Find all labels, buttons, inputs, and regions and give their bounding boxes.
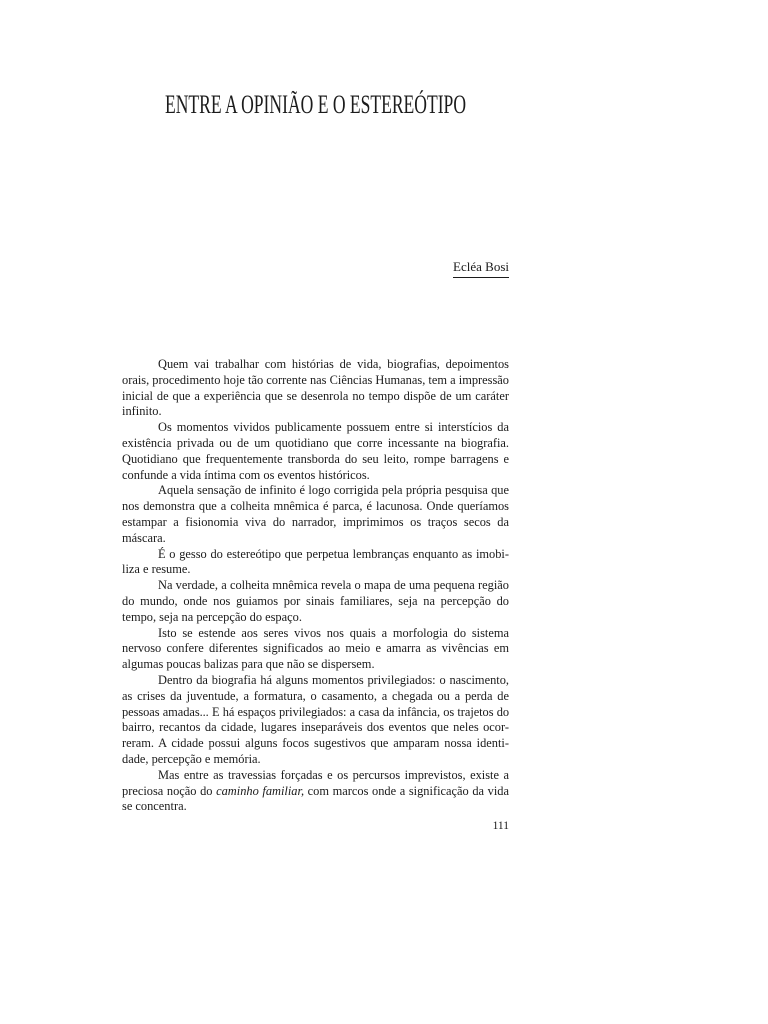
text-line: Na verdade, a colheita mnêmica revela o mapa de uma pequena região <box>158 578 509 593</box>
text-line: liza e resume. <box>122 562 191 577</box>
text-line <box>122 784 509 800</box>
text-line: máscara. <box>122 530 166 545</box>
text-line: nos demonstra que a colheita mnêmica é parca, é lacunosa. Onde queríamos <box>122 499 509 514</box>
author-byline <box>300 259 509 278</box>
text-line: existência privada ou de um quotidiano que corre incessante na biografia. <box>122 435 509 450</box>
text-line: Quem vai trabalhar com histórias de vida, biografias, depoimentos <box>158 357 509 371</box>
paragraph <box>122 673 509 768</box>
article-title <box>165 89 611 121</box>
text-line: confunde a vida íntima com os eventos históricos. <box>122 467 370 482</box>
text-segment: com marcos onde a significação da vida <box>304 783 509 798</box>
article-title-text: ENTRE A OPINIÃO E O ESTEREÓTIPO <box>165 90 466 119</box>
text-line: Isto se estende aos seres vivos nos quais a morfologia do sistema <box>158 625 509 640</box>
paragraph <box>122 768 509 815</box>
text-line: orais, procedimento hoje tão corrente nas Ciências Humanas, tem a impressão <box>122 372 509 387</box>
paragraph <box>122 357 509 420</box>
text-line: nervoso confere diferentes significados ao meio e amarra as vivências em <box>122 641 509 656</box>
paragraph <box>122 420 509 483</box>
paragraph <box>122 626 509 673</box>
text-line: as crises da juventude, a formatura, o casamento, a chegada ou a perda de <box>122 688 509 703</box>
text-line: dade, percepção e memória. <box>122 751 261 766</box>
text-line: reram. A cidade possui alguns focos sugestivos que amparam nossa identi- <box>122 736 509 751</box>
text-line: do mundo, onde nos guiamos por sinais familiares, seja na percepção do <box>122 593 509 608</box>
text-line: tempo, seja na percepção do espaço. <box>122 609 302 624</box>
author-name: Ecléa Bosi <box>453 259 509 278</box>
text-line: Quotidiano que frequentemente transborda do seu leito, rompe barragens e <box>122 451 509 466</box>
text-line: bairro, recantos da cidade, lugares inseparáveis dos eventos que neles ocor- <box>122 720 509 735</box>
emphasis-text: caminho familiar, <box>216 783 305 798</box>
text-segment: preciosa noção do <box>122 783 217 798</box>
text-line: Dentro da biografia há alguns momentos privilegiados: o nascimento, <box>158 672 509 687</box>
article-body <box>122 357 509 815</box>
text-line: É o gesso do estereótipo que perpetua lembranças enquanto as imobi- <box>158 546 509 561</box>
text-line: algumas poucas balizas para que não se dispersem. <box>122 657 375 672</box>
text-line: inicial de que a experiência que se desenrola no tempo dispõe de um caráter <box>122 388 509 403</box>
paragraph <box>122 483 509 546</box>
text-line: infinito. <box>122 404 162 419</box>
text-line: Mas entre as travessias forçadas e os percursos imprevistos, existe a <box>158 767 509 782</box>
text-line: se concentra. <box>122 799 187 814</box>
page-number: 111 <box>492 820 509 832</box>
paragraph <box>122 547 509 579</box>
text-line: estampar a fisionomia viva do narrador, imprimimos os traços secos da <box>122 514 509 529</box>
text-line: Os momentos vividos publicamente possuem entre si interstícios da <box>158 420 509 435</box>
paragraph <box>122 578 509 625</box>
text-line: pessoas amadas... E há espaços privilegiados: a casa da infância, os trajetos do <box>122 704 509 719</box>
text-line: Aquela sensação de infinito é logo corrigida pela própria pesquisa que <box>158 483 509 498</box>
